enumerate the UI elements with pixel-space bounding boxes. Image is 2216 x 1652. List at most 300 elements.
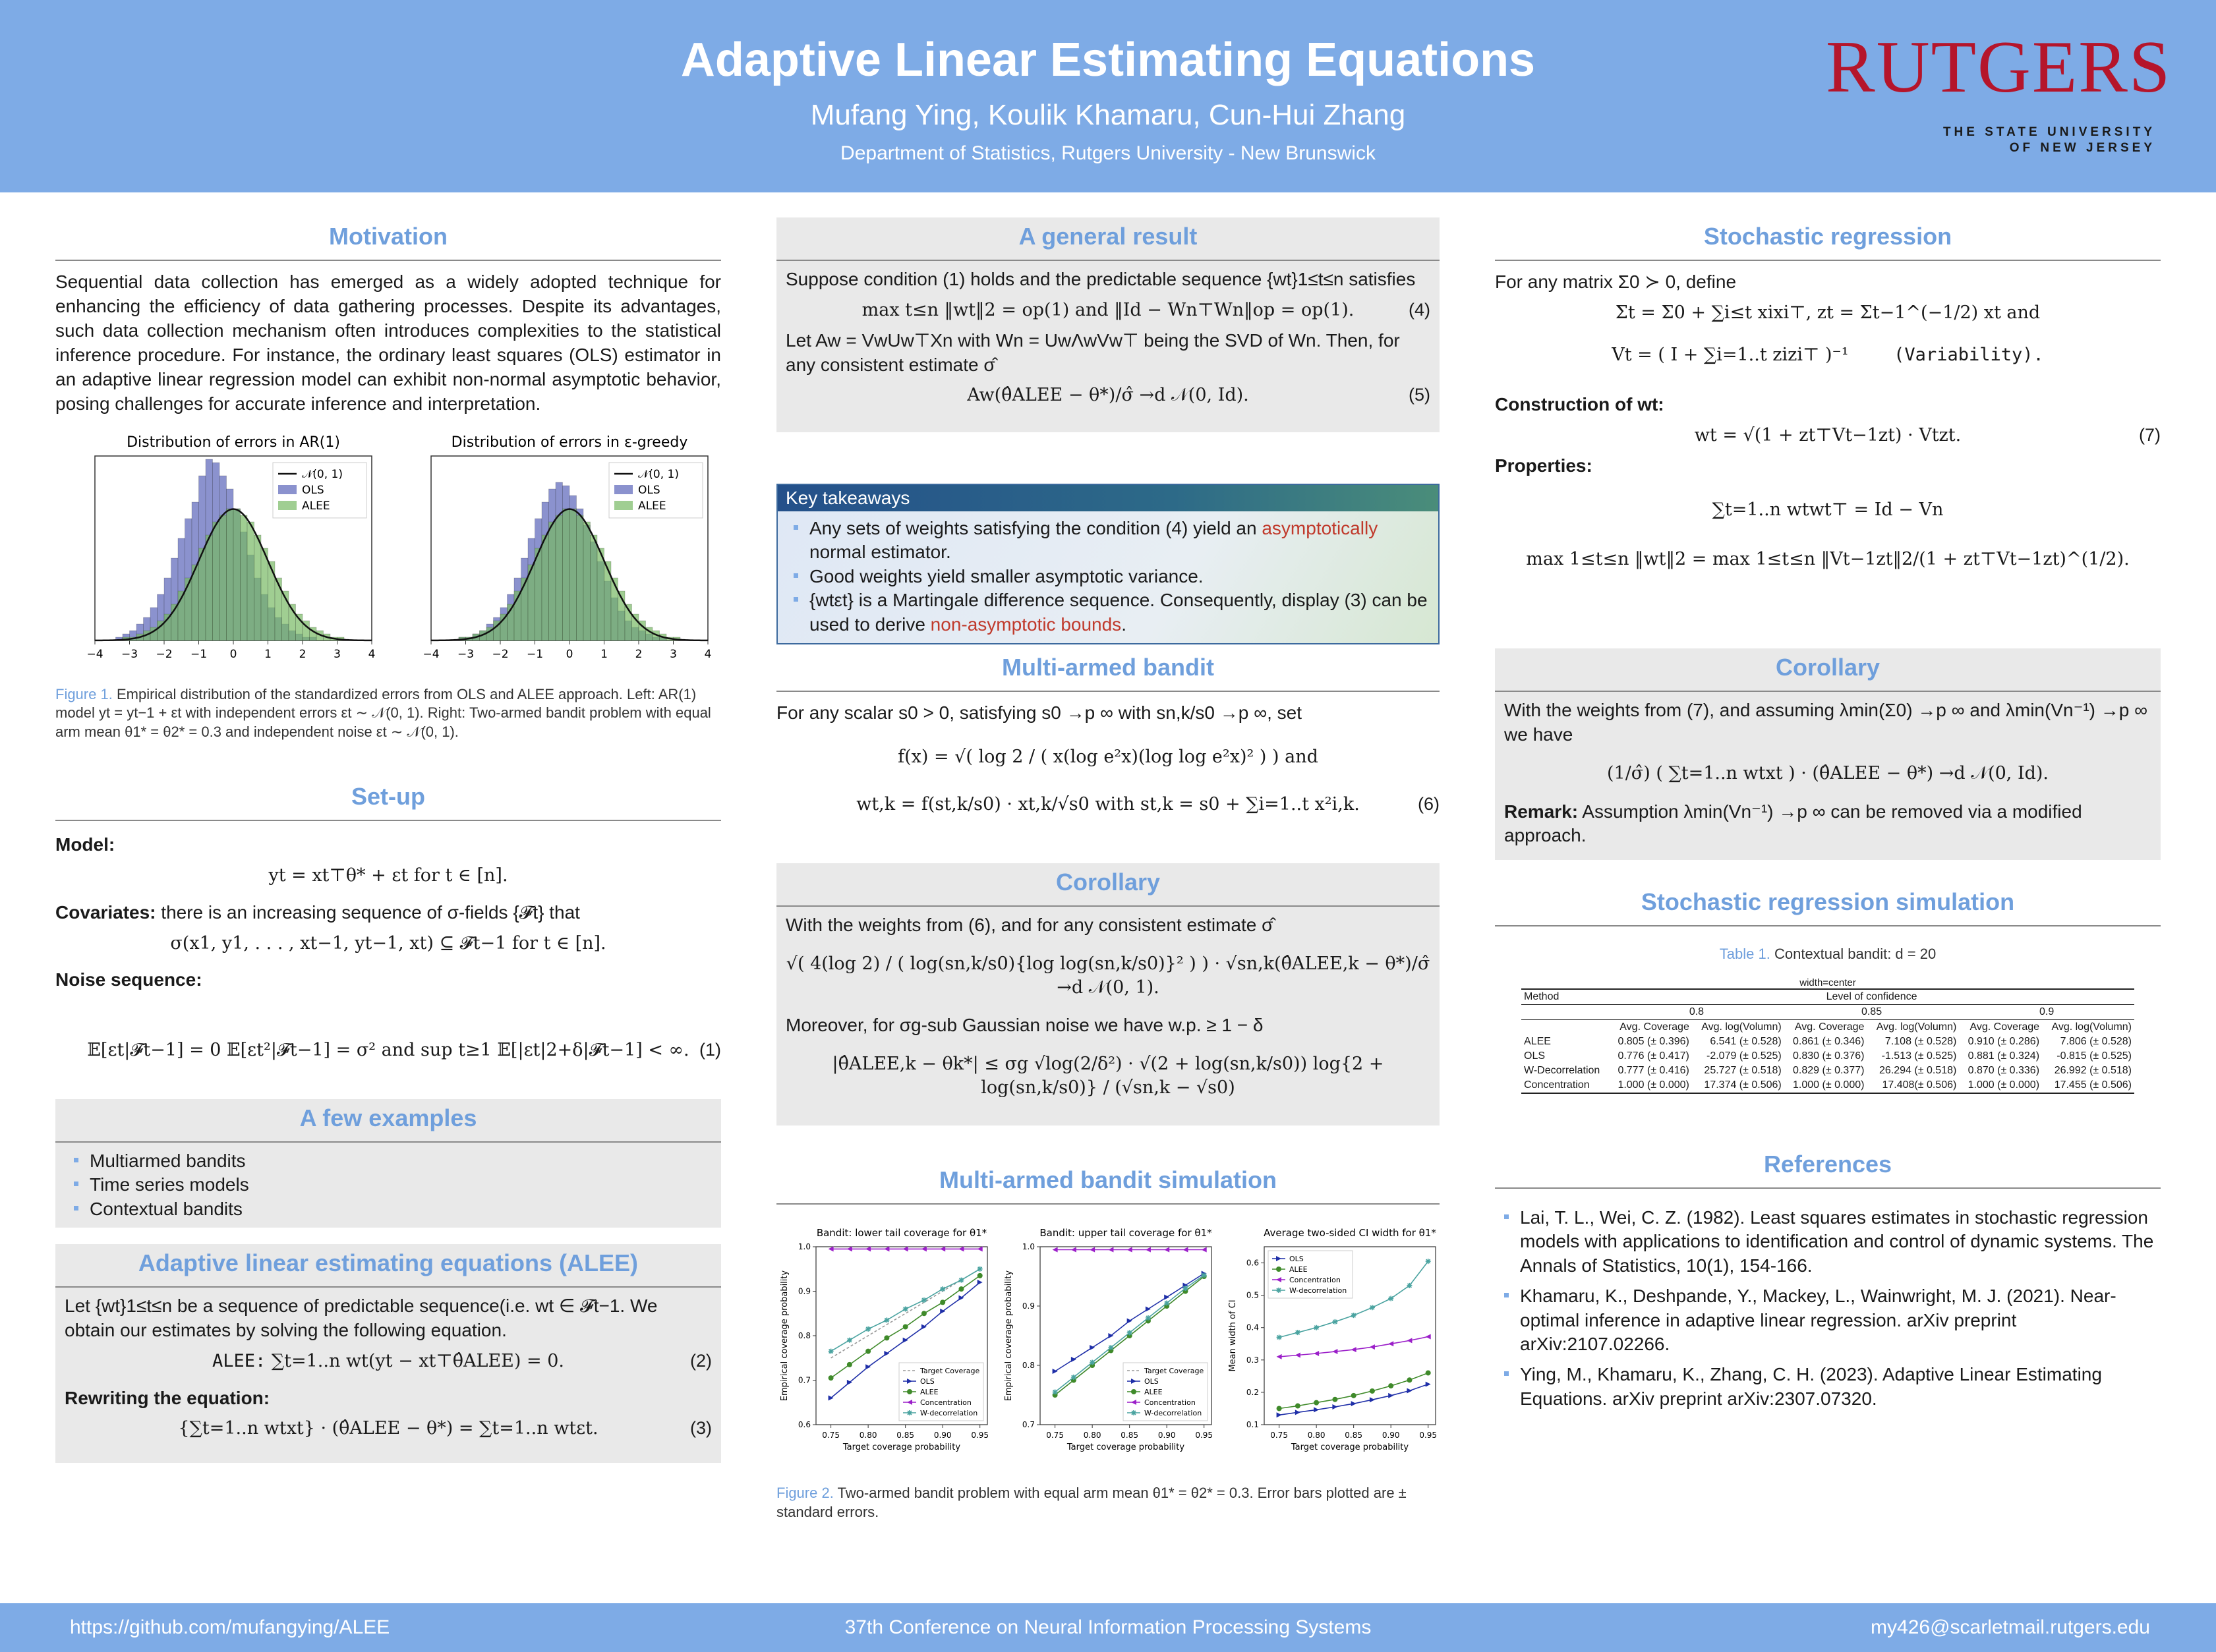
data-point [977, 1267, 983, 1272]
data-point [1131, 1410, 1136, 1415]
data-point [1164, 1247, 1169, 1253]
data-point [1332, 1319, 1337, 1324]
data-point [903, 1324, 908, 1330]
data-point [1277, 1354, 1282, 1359]
table-cell: 17.455 (± 0.506) [2054, 1079, 2132, 1091]
x-tick-label: 4 [704, 647, 712, 661]
data-point [1182, 1247, 1188, 1253]
general-text-2: Let Aw = VwUw⊤Xn with Wn = UwΛwVw⊤ being the SVD of Wn. Then, for any consistent estimate σ̂ [786, 329, 1400, 375]
corollary-mab-text-2: Moreover, for σg-sub Gaussian noise we have w.p. ≥ 1 − δ [786, 1015, 1264, 1036]
legend-label: Target Coverage [920, 1367, 980, 1375]
table-1-caption [1495, 945, 2161, 964]
legend-label: W-decorrelation [1289, 1286, 1347, 1295]
example-item: Time series models [65, 1173, 712, 1197]
y-tick-label: 0.4 [1246, 1323, 1259, 1332]
histogram-bar-alee [583, 522, 591, 641]
motivation-title: Motivation [55, 217, 721, 261]
table-header-level: Level of confidence [1826, 990, 1917, 1002]
table-header-method: Method [1524, 990, 1560, 1002]
takeaway-item: Good weights yield smaller asymptotic variance. [784, 565, 1432, 588]
y-tick-label: 0.8 [1022, 1361, 1035, 1370]
data-point [884, 1335, 889, 1340]
data-point [1407, 1338, 1412, 1343]
series-line-ols [1055, 1274, 1204, 1372]
mab-simulation-title: Multi-armed bandit simulation [776, 1161, 1440, 1205]
y-tick-label: 0.3 [1246, 1355, 1259, 1365]
general-result-title: A general result [776, 217, 1440, 261]
data-point [1295, 1404, 1300, 1409]
x-tick-label: 0.90 [933, 1431, 952, 1440]
data-point [1332, 1397, 1337, 1402]
figure-1-label: Figure 1. [55, 685, 113, 702]
legend-label: ALEE [302, 499, 330, 513]
table-1-caption-text: Contextual bandit: d = 20 [1774, 946, 1937, 962]
histogram-bar-alee [577, 515, 584, 641]
data-point [1407, 1388, 1412, 1393]
y-tick-label: 0.6 [798, 1420, 811, 1429]
histogram-bar-alee [206, 535, 213, 641]
data-point [940, 1299, 945, 1305]
legend-label: ALEE [1289, 1265, 1308, 1274]
general-equation-5: Aw(θ̂ALEE − θ*)/σ̂ →d 𝒩(0, Id). [967, 385, 1249, 406]
examples-section [55, 1099, 721, 1228]
reference-item: Ying, M., Khamaru, K., Zhang, C. H. (2023). Adaptive Linear Estimating Equations. arXiv preprint arXiv:2307.07320. [1495, 1363, 2161, 1411]
noise-equation-text: 𝔼[εt|𝓕t−1] = 0 𝔼[εt²|𝓕t−1] = σ² and sup t≥1 𝔼[|εt|2+δ|𝓕t−1] < ∞. [87, 1040, 689, 1061]
figure-2 [776, 1220, 1440, 1477]
figure-1-caption [55, 685, 721, 742]
x-tick-label: −2 [492, 647, 509, 661]
y-tick-label: 0.5 [1246, 1290, 1259, 1300]
data-point [1127, 1247, 1132, 1253]
chart-lower-tail-coverage [776, 1220, 1001, 1471]
table-subheader: Avg. Coverage [1794, 1021, 1865, 1033]
x-tick-label: 2 [635, 647, 643, 661]
data-point [1370, 1305, 1375, 1310]
data-point [1388, 1393, 1393, 1398]
histogram-bar-alee [535, 548, 542, 641]
example-item: Multiarmed bandits [65, 1149, 712, 1173]
data-point [1426, 1370, 1431, 1375]
stoch-equation-sum: ∑t=1..n wtwt⊤ = Id − Vn [1712, 499, 1944, 520]
y-tick-label: 0.7 [1022, 1420, 1035, 1429]
x-tick-label: 0.95 [1195, 1431, 1213, 1440]
setup-section [55, 778, 721, 1069]
x-tick-label: 0 [566, 647, 573, 661]
table-row [1521, 1078, 2134, 1093]
model-equation: yt = xt⊤θ* + εt for t ∈ [n]. [268, 865, 508, 886]
table-cell: -0.815 (± 0.525) [2056, 1050, 2132, 1062]
mab-text: For any scalar s0 > 0, satisfying s0 →p ∞ with sn,k/s0 →p ∞, set [776, 702, 1302, 723]
data-point [1146, 1247, 1151, 1253]
corollary-stoch-equation: (1/σ̂) ( ∑t=1..n wtxt ) · (θ̂ALEE − θ*) →d 𝒩(0, Id). [1606, 762, 2049, 783]
histogram-bar-alee [556, 515, 563, 641]
y-tick-label: 1.0 [798, 1242, 811, 1251]
examples-title: A few examples [55, 1099, 721, 1143]
legend-swatch-ols [614, 485, 633, 494]
stoch-equation-w: wt = √(1 + zt⊤Vt−1zt) · Vtzt. [1694, 425, 1962, 446]
data-point [1351, 1313, 1356, 1318]
eq-number-5: (5) [1409, 385, 1430, 405]
legend-label: W-decorrelation [920, 1409, 978, 1417]
legend-label: OLS [920, 1377, 935, 1386]
data-point [847, 1362, 852, 1367]
logo-wordmark: RUTGERS [1826, 26, 2172, 108]
legend-label: Concentration [1144, 1398, 1196, 1407]
x-tick-label: 2 [299, 647, 306, 661]
series-line-ols [1279, 1384, 1428, 1415]
data-point [1053, 1369, 1058, 1374]
data-point [1370, 1344, 1375, 1350]
series-line-concentration [1279, 1337, 1428, 1357]
stoch-text-1: For any matrix Σ0 ≻ 0, define [1495, 271, 1737, 292]
y-axis-label: Mean width of CI [1228, 1299, 1238, 1372]
x-axis-label: Target coverage probability [1066, 1442, 1185, 1452]
reference-item: Lai, T. L., Wei, C. Z. (1982). Least squares estimates in stochastic regression models with applications to identification and control of dynamic systems. The Annals of Statistics, 10(1), 154-166. [1495, 1206, 2161, 1278]
table-cell: 0.830 (± 0.376) [1793, 1050, 1865, 1062]
data-point [1314, 1351, 1319, 1356]
table-cell: 17.374 (± 0.506) [1704, 1079, 1782, 1091]
data-point [1053, 1247, 1058, 1253]
y-tick-label: 0.9 [798, 1286, 811, 1296]
table-cell: 7.108 (± 0.528) [1884, 1035, 1957, 1047]
data-point [865, 1349, 871, 1354]
table-cell: 1.000 (± 0.000) [1968, 1079, 2040, 1091]
poster-footer [0, 1603, 2216, 1652]
x-tick-label: 3 [670, 647, 677, 661]
data-point [1426, 1334, 1431, 1339]
table-cell: 0.881 (± 0.324) [1968, 1050, 2040, 1062]
x-tick-label: −4 [423, 647, 440, 661]
chart-title: Bandit: lower tail coverage for θ1* [816, 1227, 987, 1239]
legend-swatch-ols [278, 485, 297, 494]
y-axis-label: Empirical coverage probability [1004, 1270, 1014, 1402]
table-cell: 0.861 (± 0.346) [1793, 1035, 1865, 1047]
figure-2-caption [776, 1484, 1440, 1522]
results-table-wrap [1495, 988, 2161, 1094]
authors: Mufang Ying, Koulik Khamaru, Cun-Hui Zhang [810, 99, 1406, 131]
data-point [921, 1297, 927, 1303]
table-cell: 0.805 (± 0.396) [1618, 1035, 1689, 1047]
eq-number-1: (1) [699, 1040, 721, 1060]
data-point [1164, 1301, 1169, 1306]
y-tick-label: 0.1 [1246, 1420, 1259, 1429]
eq-number-2: (2) [690, 1350, 712, 1371]
alee-section [55, 1244, 721, 1463]
x-tick-label: 0.75 [1046, 1431, 1064, 1440]
table-level: 0.8 [1689, 1006, 1705, 1017]
data-point [1090, 1360, 1095, 1365]
data-point [1202, 1247, 1207, 1253]
data-point [1351, 1401, 1356, 1406]
data-point [1426, 1259, 1431, 1264]
x-tick-label: 0.85 [896, 1431, 915, 1440]
covariates-label: Covariates: [55, 901, 156, 923]
table-subheader: Avg. Coverage [1969, 1021, 2040, 1033]
setup-title: Set-up [55, 778, 721, 821]
data-point [1295, 1352, 1300, 1357]
x-tick-label: 3 [334, 647, 341, 661]
legend-label: OLS [1144, 1377, 1159, 1386]
table-cell: 0.829 (± 0.377) [1793, 1064, 1865, 1076]
data-point [1108, 1345, 1113, 1350]
table-cell: 0.776 (± 0.417) [1618, 1050, 1689, 1062]
data-point [1146, 1315, 1151, 1321]
general-result-section [776, 217, 1440, 432]
table-level: 0.9 [2039, 1006, 2055, 1017]
table-cell: 26.294 (± 0.518) [1879, 1064, 1957, 1076]
alee-title: Adaptive linear estimating equations (ALEE) [55, 1244, 721, 1288]
reference-item: Khamaru, K., Deshpande, Y., Mackey, L., Wainwright, M. J. (2021). Near-optimal inference in adaptive linear regression. arXiv preprint arXiv:2107.02266. [1495, 1284, 2161, 1356]
histogram-ar1 [55, 430, 385, 680]
data-point [1131, 1389, 1136, 1394]
data-point [1277, 1334, 1282, 1340]
table-cell: -1.513 (± 0.525) [1881, 1050, 1957, 1062]
x-tick-label: −2 [156, 647, 173, 661]
mab-title: Multi-armed bandit [776, 648, 1440, 692]
legend-label: OLS [1289, 1255, 1304, 1263]
x-tick-label: −3 [121, 647, 138, 661]
stoch-equation-max: max 1≤t≤n ‖wt‖2 = max 1≤t≤n ‖Vt−1zt‖2/(1 + zt⊤Vt−1zt)^(1/2). [1526, 549, 2130, 570]
motivation-section [55, 217, 721, 742]
histogram-bar-alee [219, 515, 227, 641]
table-subheader: Avg. log(Volumn) [2051, 1021, 2132, 1033]
legend-swatch-alee [614, 501, 633, 510]
data-point [958, 1278, 964, 1283]
table-cell: 25.727 (± 0.518) [1704, 1064, 1782, 1076]
legend-label: W-decorrelation [1144, 1409, 1202, 1417]
results-table [1521, 988, 2134, 1094]
histogram-bar-alee [563, 509, 570, 641]
chart-title: Distribution of errors in AR(1) [127, 434, 340, 451]
general-equation-4: max t≤n ‖wt‖2 = op(1) and ‖Id − Wn⊤Wn‖op = op(1). [861, 299, 1355, 320]
mab-simulation-section [776, 1161, 1440, 1522]
variability-tag: (Variability). [1894, 344, 2044, 365]
data-point [1127, 1319, 1132, 1324]
x-axis-label: Target coverage probability [1291, 1442, 1409, 1452]
motivation-text: Sequential data collection has emerged as a widely adopted technique for enhancing the efficiency of data gathering processes. Despite its advantages, such data collection mechanism often introduces complexities to the statistical inference procedure. For instance, the ordinary least squares (OLS) estimator in an adaptive linear regression model can exhibit non-normal asymptotic behavior, posing challenges for accurate inference and interpretation. [55, 271, 721, 414]
table-cell: 6.541 (± 0.528) [1710, 1035, 1782, 1047]
histogram-bar-alee [261, 548, 268, 641]
x-tick-label: 0.90 [1382, 1431, 1400, 1440]
x-tick-label: −3 [457, 647, 475, 661]
rutgers-logo [1826, 26, 2172, 162]
x-tick-label: 0.90 [1157, 1431, 1176, 1440]
histogram-bar-alee [591, 535, 598, 641]
data-point [1164, 1295, 1169, 1300]
data-point [977, 1280, 983, 1285]
table-cell: -2.079 (± 0.525) [1706, 1050, 1782, 1062]
data-point [1276, 1288, 1281, 1293]
legend-label: ALEE [638, 499, 666, 513]
stochastic-simulation-section [1495, 883, 2161, 1094]
x-tick-label: 0.95 [1419, 1431, 1438, 1440]
takeaway-item: {wtεt} is a Martingale difference sequence. Consequently, display (3) can be used to derive non-asymptotic bounds. [784, 588, 1432, 637]
y-tick-label: 0.9 [1022, 1301, 1035, 1311]
data-point [1388, 1341, 1393, 1346]
data-point [1071, 1247, 1076, 1253]
x-tick-label: −1 [190, 647, 208, 661]
data-point [865, 1326, 871, 1332]
data-point [1277, 1412, 1282, 1417]
data-point [903, 1307, 908, 1312]
table-cell: 1.000 (± 0.000) [1793, 1079, 1865, 1091]
y-tick-label: 0.2 [1246, 1387, 1259, 1397]
histogram-bar-alee [549, 522, 556, 641]
github-link[interactable]: https://github.com/mufangying/ALEE [70, 1616, 390, 1638]
legend-label: Concentration [1289, 1276, 1341, 1284]
conference-name: 37th Conference on Neural Information Processing Systems [844, 1616, 1372, 1638]
stochastic-simulation-title: Stochastic regression simulation [1495, 883, 2161, 926]
alee-equation: ∑t=1..n wt(yt − xt⊤θ̂ALEE) = 0. [271, 1350, 564, 1371]
data-point [958, 1286, 964, 1292]
table-cell-method: W-Decorrelation [1524, 1064, 1600, 1076]
data-point [1276, 1267, 1281, 1272]
figure-2-label: Figure 2. [776, 1485, 834, 1501]
y-axis-label: Empirical coverage probability [780, 1270, 790, 1402]
data-point [1314, 1407, 1319, 1412]
histogram-bar-alee [213, 522, 220, 641]
data-point [1314, 1325, 1319, 1330]
legend-swatch-alee [278, 501, 297, 510]
histogram-bar-alee [241, 515, 248, 641]
data-point [1053, 1390, 1058, 1395]
histogram-bar-alee [247, 522, 254, 641]
mab-equation-f: f(x) = √( log 2 / ( x(log e²x)(log log e²x)² ) ) and [898, 746, 1318, 767]
data-point [907, 1410, 912, 1415]
stoch-equation-sigma: Σt = Σ0 + ∑i≤t xixi⊤, zt = Σt−1^(−1/2) xt and [1615, 302, 2041, 323]
table-cell-method: OLS [1524, 1050, 1546, 1062]
data-point [1127, 1330, 1132, 1336]
data-point [1146, 1307, 1151, 1312]
email-link[interactable]: my426@scarletmail.rutgers.edu [1871, 1616, 2150, 1638]
alee-text: Let {wt}1≤t≤n be a sequence of predictable sequence(i.e. wt ∈ 𝓕t−1. We obtain our estimates by solving the following equation. [65, 1296, 658, 1340]
mab-equation-weights: wt,k = f(st,k/s0) · xt,k/√s0 with st,k = s0 + ∑i=1..t x²i,k. [856, 793, 1360, 814]
table-subheader: Avg. Coverage [1619, 1021, 1689, 1033]
legend-label: Concentration [920, 1398, 972, 1407]
x-tick-label: 0.85 [1121, 1431, 1139, 1440]
data-point [884, 1317, 889, 1323]
histogram-bar-alee [233, 509, 241, 641]
table-cell: 7.806 (± 0.528) [2060, 1035, 2132, 1047]
chart-upper-tail-coverage [1001, 1220, 1225, 1471]
key-takeaways-box [776, 484, 1440, 644]
example-item: Contextual bandits [65, 1197, 712, 1221]
data-point [1407, 1377, 1412, 1382]
data-point [1351, 1393, 1356, 1398]
data-point [1295, 1410, 1300, 1415]
x-axis-label: Target coverage probability [842, 1442, 961, 1452]
data-point [940, 1286, 945, 1292]
data-point [1090, 1247, 1095, 1253]
alee-eq-label: ALEE: [212, 1350, 266, 1371]
corollary-mab-equation-2: |θ̂ALEE,k − θk*| ≤ σg √log(2/δ²) · √(2 + log(sn,k/s0)) log{2 + log(sn,k/s0)} / (√sn,k − √s0) [832, 1054, 1384, 1098]
data-point [829, 1349, 834, 1354]
data-point [1295, 1330, 1300, 1335]
x-tick-label: 0.80 [859, 1431, 877, 1440]
x-tick-label: 1 [264, 647, 272, 661]
x-tick-label: −1 [526, 647, 544, 661]
x-tick-label: 0.80 [1307, 1431, 1326, 1440]
table-note: width=center [1799, 977, 1856, 988]
poster-title: Adaptive Linear Estimating Equations [680, 34, 1536, 86]
figure-1 [55, 430, 721, 680]
references-title: References [1495, 1145, 2161, 1189]
histogram-bar-alee [569, 509, 577, 641]
table-subheader: Avg. log(Volumn) [1876, 1021, 1957, 1033]
table-cell-method: ALEE [1524, 1035, 1551, 1047]
table-row [1521, 1049, 2134, 1064]
legend-label: 𝒩(0, 1) [638, 467, 679, 481]
eq-number-3: (3) [690, 1418, 712, 1438]
rewrite-equation: {∑t=1..n wtxt} · (θ̂ALEE − θ*) = ∑t=1..n wtεt. [178, 1418, 598, 1439]
corollary-mab-text-1: With the weights from (6), and for any consistent estimate σ̂ [786, 915, 1273, 935]
data-point [847, 1338, 852, 1343]
x-tick-label: 0.80 [1083, 1431, 1101, 1440]
chart-title: Distribution of errors in ε-greedy [451, 434, 688, 451]
table-1-label: Table 1. [1719, 946, 1770, 962]
legend-label: 𝒩(0, 1) [302, 467, 343, 481]
key-takeaways-title: Key takeaways [778, 485, 1438, 511]
corollary-stoch-section [1495, 648, 2161, 860]
references-section [1495, 1145, 2161, 1411]
data-point [921, 1311, 927, 1316]
data-point [1314, 1400, 1319, 1406]
data-point [1108, 1247, 1113, 1253]
legend-label: ALEE [920, 1388, 939, 1396]
stochastic-regression-section [1495, 217, 2161, 578]
model-label: Model: [55, 834, 115, 855]
chart-title: Bandit: upper tail coverage for θ1* [1039, 1227, 1212, 1239]
mab-section [776, 648, 1440, 822]
noise-equation [55, 1039, 721, 1062]
data-point [1071, 1357, 1076, 1362]
table-cell: 17.408(± 0.506) [1882, 1079, 1957, 1091]
eq-number-7: (7) [2139, 425, 2161, 445]
x-tick-label: 0.75 [822, 1431, 840, 1440]
stochastic-regression-title: Stochastic regression [1495, 217, 2161, 261]
data-point [1426, 1382, 1431, 1387]
legend-label: Target Coverage [1144, 1367, 1204, 1375]
data-point [1351, 1347, 1356, 1352]
table-cell: 0.910 (± 0.286) [1968, 1035, 2040, 1047]
table-cell: 26.992 (± 0.518) [2054, 1064, 2132, 1076]
histogram-bar-alee [597, 548, 604, 641]
corollary-mab-section [776, 863, 1440, 1125]
data-point [1388, 1383, 1393, 1388]
table-row [1521, 1064, 2134, 1078]
table-subheader: Avg. log(Volumn) [1701, 1021, 1782, 1033]
data-point [1370, 1397, 1375, 1402]
figure-1-caption-text: Empirical distribution of the standardized errors from OLS and ALEE approach. Left: AR(1) model yt = yt−1 + εt with independent errors εt ∼ 𝒩(0, 1). Right: Two-armed bandit problem with equal arm mean θ1* = θ2* = 0.3 and independent noise εt ∼ 𝒩(0, 1). [55, 685, 711, 740]
legend-label: ALEE [1144, 1388, 1163, 1396]
histogram-bar-alee [199, 548, 206, 641]
stoch-equation-v: Vt = ( I + ∑i=1..t zizi⊤ )⁻¹ [1612, 344, 1849, 365]
y-tick-label: 1.0 [1022, 1242, 1035, 1251]
histogram-egreedy [392, 430, 721, 680]
data-point [1182, 1286, 1188, 1291]
table-cell: 0.777 (± 0.416) [1618, 1064, 1689, 1076]
data-point [1071, 1375, 1076, 1380]
rewrite-label: Rewriting the equation: [65, 1387, 270, 1408]
figure-2-caption-text: Two-armed bandit problem with equal arm mean θ1* = θ2* = 0.3. Error bars plotted are ± standard errors. [776, 1485, 1407, 1520]
y-tick-label: 0.8 [798, 1331, 811, 1340]
data-point [1388, 1296, 1393, 1301]
x-tick-label: 4 [368, 647, 376, 661]
eq-number-6: (6) [1418, 793, 1440, 814]
properties-label: Properties: [1495, 455, 1592, 476]
legend-label: OLS [302, 483, 324, 497]
covariates-text: there is an increasing sequence of σ-fields {𝓕t} that [161, 901, 580, 923]
